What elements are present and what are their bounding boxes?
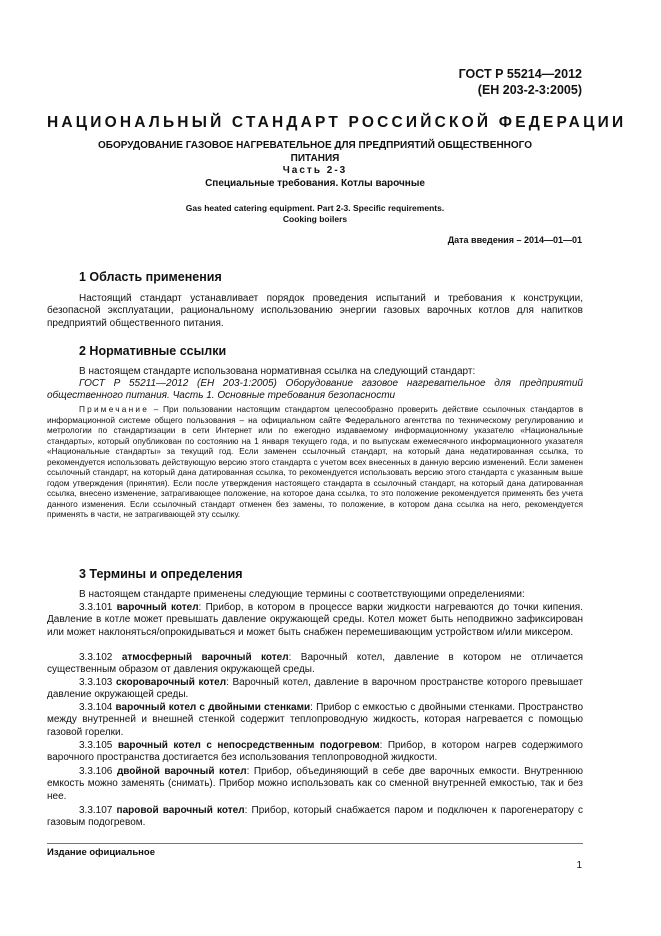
term-number: 3.3.105: [79, 740, 113, 751]
term-number: 3.3.106: [79, 766, 113, 777]
effective-date: Дата введения – 2014—01—01: [447, 235, 582, 245]
term-definition: : Варочный котел, давление в котором не отличается существенным образом от давления окружающей среды.: [47, 652, 583, 676]
term-3-3-102: [47, 652, 583, 677]
section-1-text: Настоящий стандарт устанавливает порядок проведения испытаний и требования к конструкции, безопасной эксплуатации, рациональному использованию энергии газовых варочных котлов для напитков предприятий общественного питания.: [47, 293, 583, 329]
note: [47, 404, 583, 520]
title-line-2: ПИТАНИЯ: [290, 152, 340, 164]
term-number: 3.3.102: [79, 652, 113, 663]
national-standard-banner: НАЦИОНАЛЬНЫЙ СТАНДАРТ РОССИЙСКОЙ ФЕДЕРАЦИИ: [47, 114, 627, 131]
term-name: двойной варочный котел: [116, 766, 247, 777]
term-name: паровой варочный котел: [116, 805, 245, 816]
title-block: [47, 140, 583, 190]
term-number: 3.3.103: [79, 677, 113, 688]
title-line-1: ОБОРУДОВАНИЕ ГАЗОВОЕ НАГРЕВАТЕЛЬНОЕ ДЛЯ ПРЕДПРИЯТИЙ ОБЩЕСТВЕННОГО: [98, 140, 532, 151]
term-3-3-103: [47, 677, 583, 702]
term-definition: : Прибор, объединяющий в себе две варочных емкости. Внутреннюю емкость можно заменять (снимать). Прибор можно использовать как со сменной внутренней емкостью, так и без нее.: [47, 766, 584, 802]
section-3-heading: 3 Термины и определения: [79, 567, 243, 581]
note-label: Примечание: [79, 404, 150, 414]
term-number: 3.3.107: [79, 805, 113, 816]
gost-number: ГОСТ Р 55214—2012: [458, 67, 582, 81]
term-definition: : Прибор с емкостью с двойными стенками. Пространство между внутренней и внешней стенкой содержит теплопроводную жидкость, которая нагревается с помощью газовой горелки.: [47, 702, 584, 738]
section-1-heading: 1 Область применения: [79, 270, 222, 284]
term-3-3-101: [47, 602, 583, 639]
term-name: варочный котел: [116, 602, 199, 613]
term-definition: : Прибор, в котором в процессе варки жидкости нагреваются до точки кипения. Давление в котле может превышать давление окружающей среды. Котел может быть неподвижно зафиксирован или может наклоняться/опрокидываться и может быть снабжен перемешивающим устройством и/или миксером.: [47, 602, 583, 638]
term-3-3-104: [47, 702, 583, 739]
normative-reference: ГОСТ Р 55211—2012 (ЕН 203-1:2005) Оборудование газовое нагревательное для предприятий общественного питания. Часть 1. Основные требования безопасности: [47, 378, 583, 402]
note-text: – При пользовании настоящим стандартом целесообразно проверить действие ссылочных стандартов в информационной системе общего пользования – на официальном сайте Федерального агентства по техническому регулированию и метрологии по стандартизации в сети Интернет или по ежегодно издаваемому информационному указателю «Национальные стандарты», который опубликован по состоянию на 1 января текущего года, и по выпускам ежемесячного информационного указателя «Национальные стандарты» за текущий год. Если заменен ссылочный стандарт, на который дана недатированная ссылка, то рекомендуется использовать действующую версию этого стандарта с учетом всех внесенных в данную версию изменений. Если заменен ссылочный стандарт, на который дана датированная ссылка, то рекомендуется использовать версию этого стандарта с указанным выше годом утверждения (принятия). Если после утверждения настоящего стандарта в ссылочный стандарт, на который дана датированная ссылка, внесено изменение, затрагивающее положение, на которое дана ссылка, то это положение рекомендуется применять без учета данного изменения. Если ссылочный стандарт отменен без замены, то положение, в котором дана ссылка на него, рекомендуется применять в части, не затрагивающей эту ссылку.: [47, 404, 583, 519]
term-3-3-105: [47, 740, 583, 765]
part-label: Часть 2-3: [282, 165, 348, 176]
term-name: варочный котел с двойными стенками: [115, 702, 311, 713]
section-2-heading: 2 Нормативные ссылки: [79, 344, 227, 358]
term-definition: : Варочный котел, давление в варочном пространстве которого превышает давление окружающей среды.: [47, 677, 583, 701]
term-3-3-106: [47, 766, 583, 803]
standard-designation: [459, 66, 582, 98]
subtitle: Специальные требования. Котлы варочные: [205, 177, 425, 189]
english-title: [47, 203, 583, 225]
term-name: скороварочный котел: [116, 677, 227, 688]
section-3-intro: В настоящем стандарте применены следующие термины с соответствующими определениями:: [79, 589, 525, 600]
page-number: 1: [576, 860, 582, 871]
term-number: 3.3.104: [79, 702, 113, 713]
en-equivalent: (EH 203-2-3:2005): [477, 83, 582, 97]
term-number: 3.3.101: [79, 602, 113, 613]
english-title-line-2: Cooking boilers: [282, 214, 348, 224]
english-title-line-1: Gas heated catering equipment. Part 2-3. Specific requirements.: [185, 203, 445, 213]
term-definition: : Прибор, который снабжается паром и подключен к парогенератору с газовым подогревом.: [47, 805, 584, 829]
section-2-intro: В настоящем стандарте использована нормативная ссылка на следующий стандарт:: [79, 366, 476, 377]
term-3-3-107: [47, 805, 583, 830]
term-name: варочный котел с непосредственным подогревом: [117, 740, 380, 751]
footer-divider: [47, 843, 583, 844]
term-name: атмосферный варочный котел: [121, 652, 289, 663]
term-definition: : Прибор, в котором нагрев содержимого варочного пространства достигается без использования теплопроводной жидкости.: [47, 740, 583, 764]
official-edition-label: Издание официальное: [47, 847, 155, 858]
